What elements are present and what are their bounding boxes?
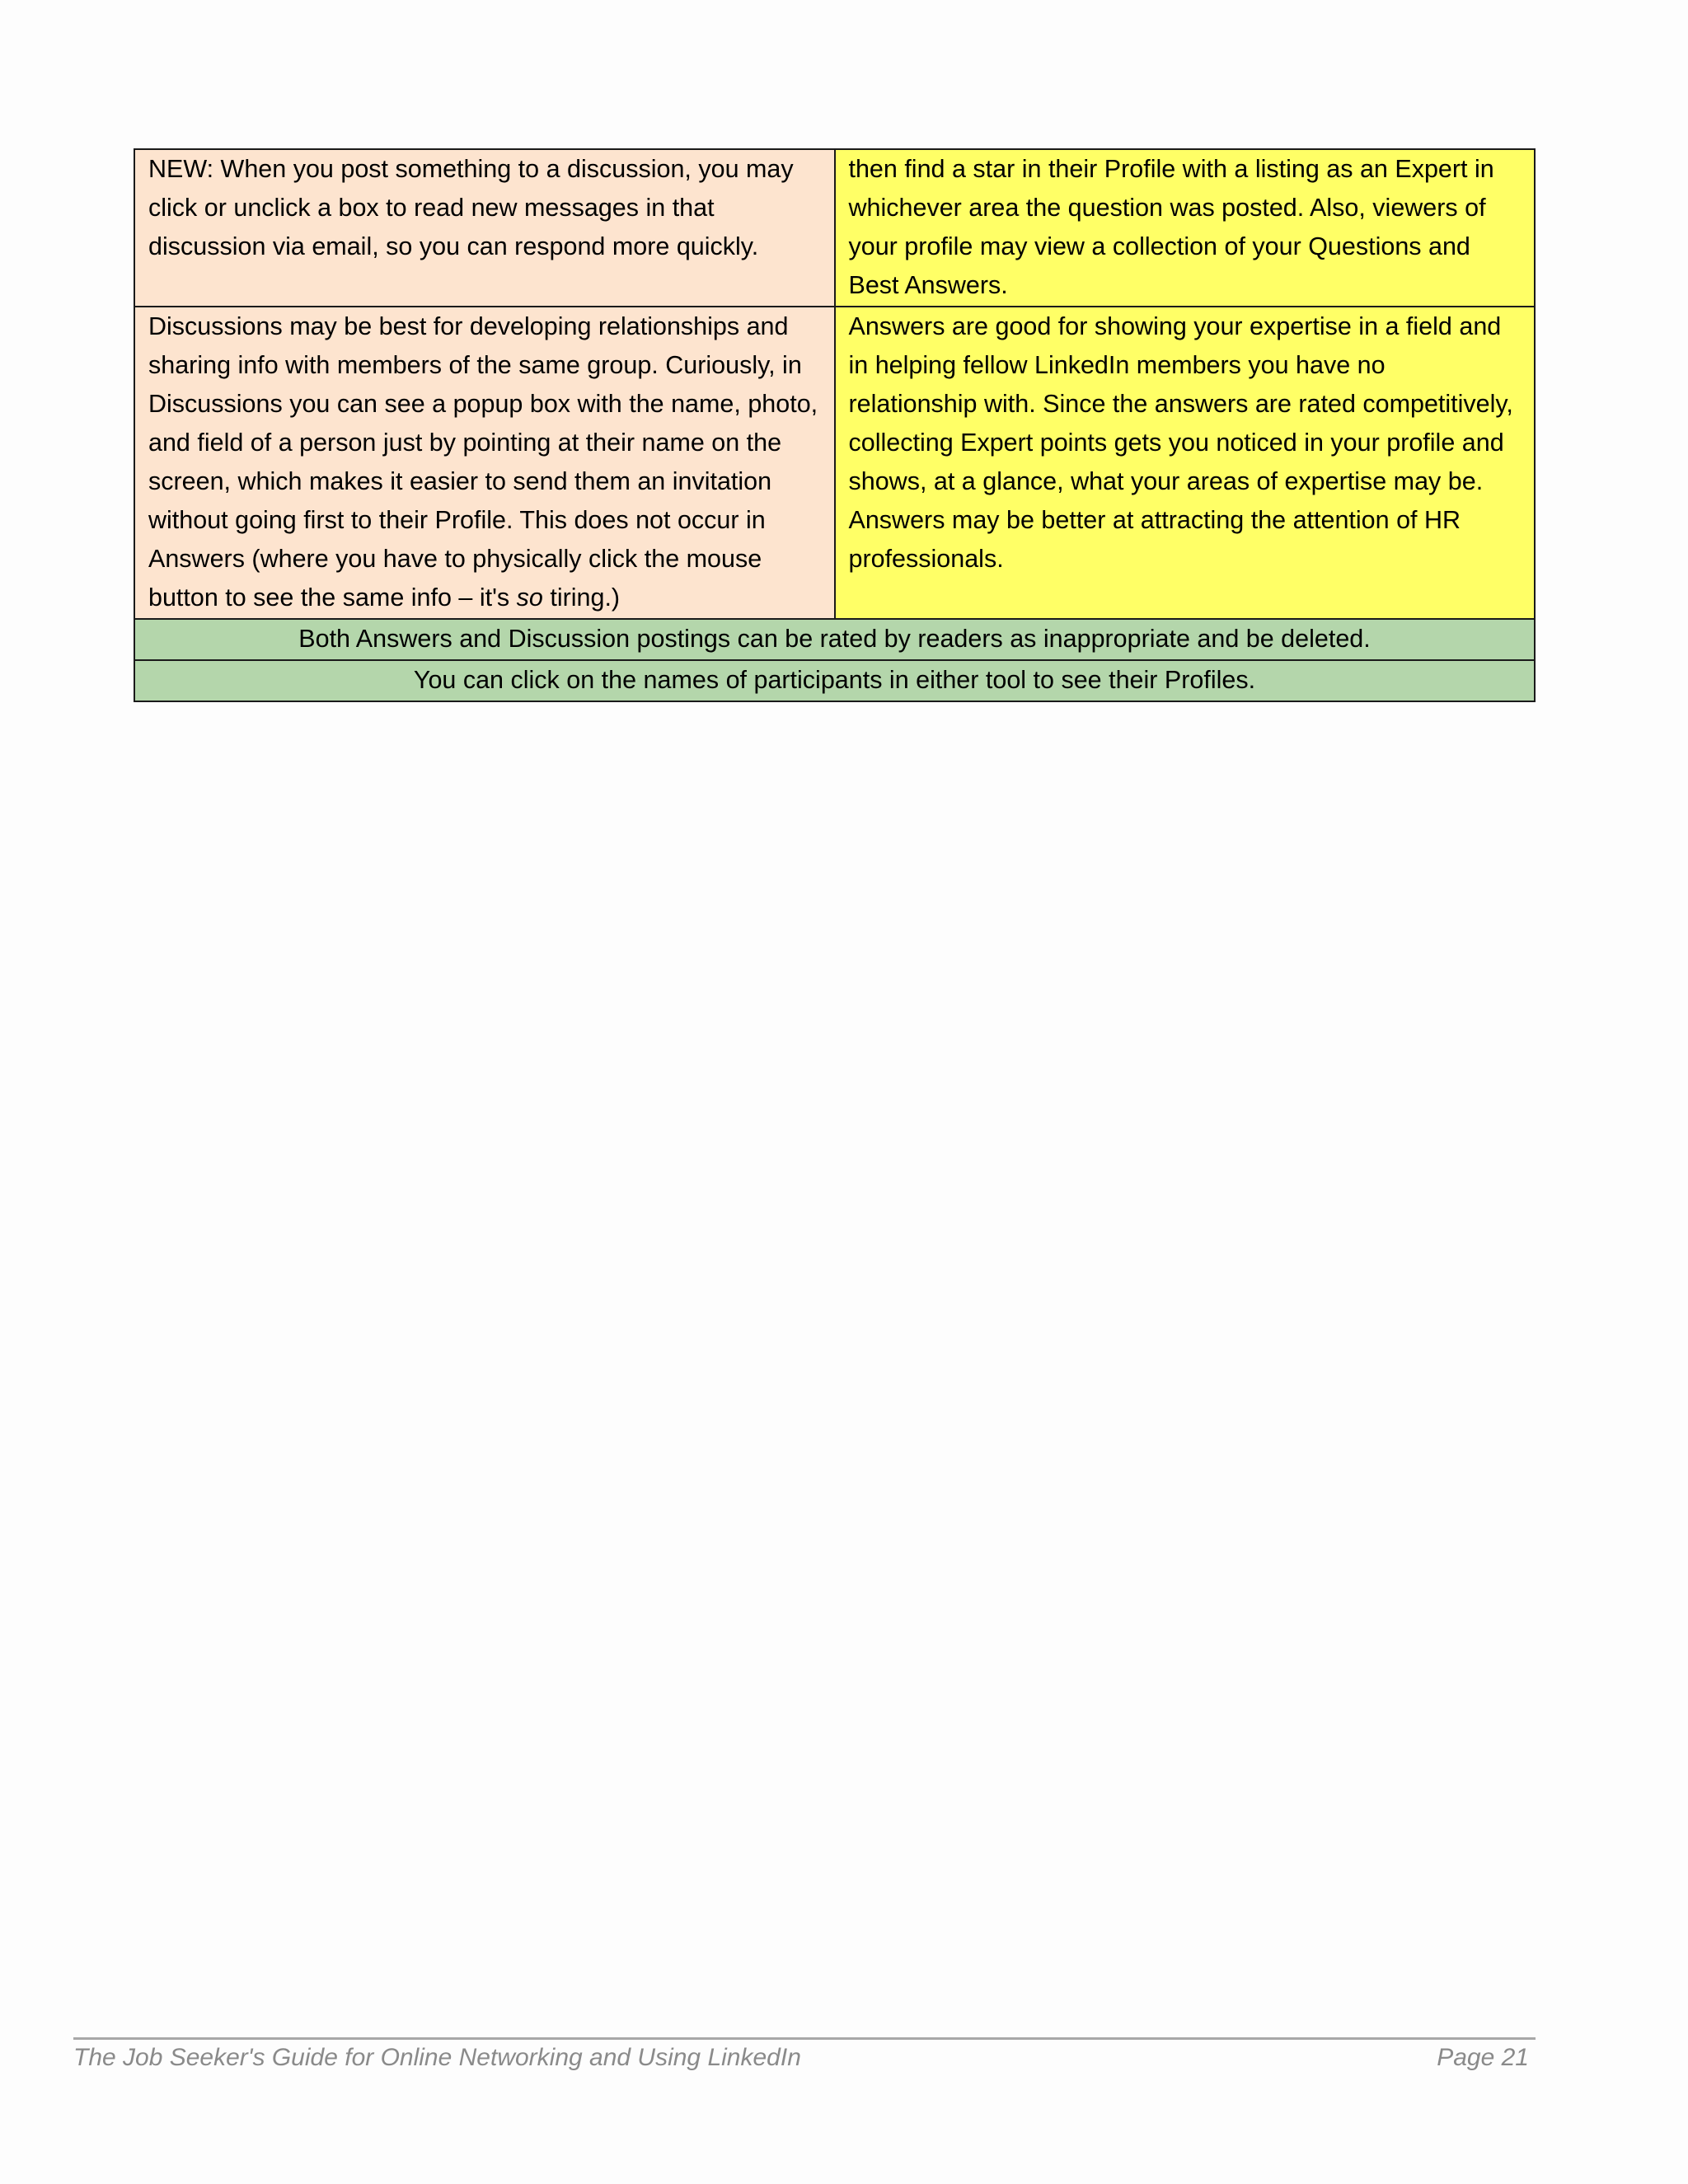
emphasis-text: so [516,583,543,612]
cell-text: Discussions may be best for developing relationships and sharing info with members of the same group. Curiously, in Discussions you can see a popup box with the name, photo, and field of a person just by pointing at their name on the screen, which makes it easier to send them an invitation without going first to their Profile. This does not occur in Answers (where you have to physically click the mouse button to see the same info – it's [148,312,818,612]
discussions-cell [134,307,835,619]
comparison-table [134,148,1536,702]
summary-cell: Both Answers and Discussion postings can be rated by readers as inappropriate and be deleted. [134,619,1535,660]
page-number: Page 21 [1437,2044,1529,2071]
answers-cell: then find a star in their Profile with a listing as an Expert in whichever area the question was posted. Also, viewers of your profile may view a collection of your Questions and Best Answers. [835,149,1536,307]
cell-text: tiring.) [542,583,621,612]
table-row [134,307,1535,619]
discussions-cell: NEW: When you post something to a discussion, you may click or unclick a box to read new messages in that discussion via email, so you can respond more quickly. [134,149,835,307]
answers-cell: Answers are good for showing your expertise in a field and in helping fellow LinkedIn members you have no relationship with. Since the answers are rated competitively, collecting Expert points gets you noticed in your profile and shows, at a glance, what your areas of expertise may be. Answers may be better at attracting the attention of HR professionals. [835,307,1536,619]
summary-cell: You can click on the names of participants in either tool to see their Profiles. [134,660,1535,701]
footer-title: The Job Seeker's Guide for Online Networking and Using LinkedIn [73,2044,801,2071]
footer-divider [73,2037,1536,2040]
table-row [134,660,1535,701]
table-row [134,619,1535,660]
table-row [134,149,1535,307]
